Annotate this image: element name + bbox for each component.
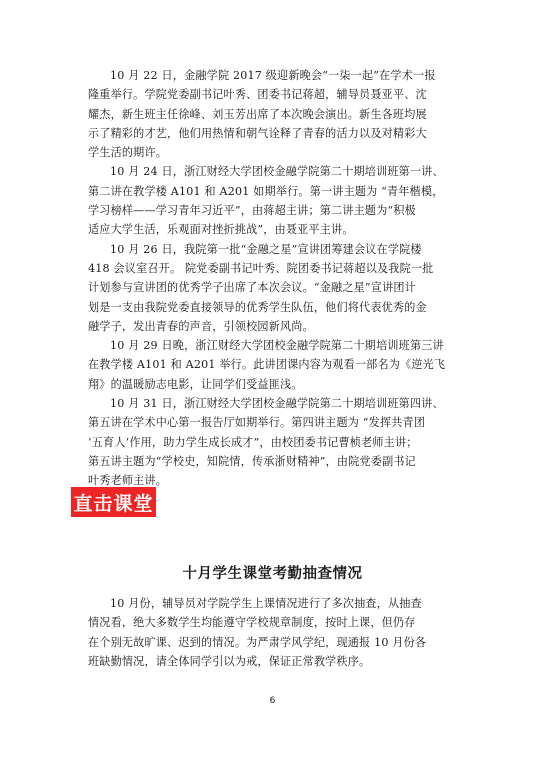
paragraph-line: 翔》的温暖励志电影，让同学们受益匪浅。 <box>88 377 303 391</box>
section-banner <box>71 487 156 517</box>
paragraph-line: 耀杰，新生班主任徐峰、刘玉芳出席了本次晚会演出。新生各班均展 <box>88 107 427 121</box>
paragraph-line: 10 月 31 日，浙江财经大学团校金融学院第二十期培训班第四讲、 <box>110 397 444 411</box>
paragraph-line: 适应大学生活，乐观面对挫折挑战”，由聂亚平主讲。 <box>88 223 354 237</box>
news-paragraph-oct31 <box>88 394 466 490</box>
paragraph-line: 第五讲主题为“学校史，知院情，传承浙财精神”，由院党委副书记 <box>88 454 416 468</box>
paragraph-line: 在个别无故旷课、迟到的情况。为严肃学风学纪，现通报 10 月份各 <box>88 635 427 649</box>
paragraph-line: 情况看，绝大多数学生均能遵守学校规章制度，按时上课，但仍存 <box>88 616 416 630</box>
section-banner-label: 直击课堂 <box>73 492 154 515</box>
paragraph-line: 计划参与宣讲团的优秀学子出席了本次会议。“金融之星”宣讲团计 <box>88 281 416 295</box>
paragraph-line: 10 月 26 日，我院第一批“金融之星”宣讲团筹建会议在学院楼 <box>110 242 422 256</box>
paragraph-line: 418 会议室召开。 院党委副书记叶秀、院团委书记蒋超以及我院一批 <box>88 261 434 275</box>
paragraph-line: 叶秀老师主讲。 <box>88 474 168 488</box>
paragraph-line: 第二讲在教学楼 A101 和 A201 如期举行。第一讲主题为 “青年楷模， <box>88 184 444 198</box>
paragraph-line: 10 月 24 日，浙江财经大学团校金融学院第二十期培训班第一讲、 <box>110 165 444 179</box>
news-paragraph-oct26 <box>88 240 466 336</box>
paragraph-line: 隆重举行。学院党委副书记叶秀、团委书记蒋超，辅导员聂亚平、沈 <box>88 88 427 102</box>
paragraph-line: 划是一支由我院党委直接领导的优秀学生队伍，他们将代表优秀的金 <box>88 300 427 314</box>
paragraph-line: 10 月份，辅导员对学院学生上课情况进行了多次抽查，从抽查 <box>110 597 422 610</box>
paragraph-line: 第五讲在学术中心第一报告厅如期举行。第四讲主题为 “发挥共青团 <box>88 416 426 430</box>
paragraph-line: ‘五育人’作用，助力学生成长成才”，由校团委书记曹桢老师主讲； <box>88 435 418 449</box>
article-title: 十月学生课堂考勤抽查情况 <box>182 566 363 582</box>
news-section <box>88 66 466 491</box>
article-body <box>88 594 466 671</box>
paragraph-line: 学习榜样——学习青年习近平”，由蒋超主讲；第二讲主题为“积极 <box>88 204 416 218</box>
news-paragraph-oct29 <box>88 336 466 394</box>
paragraph-line: 示了精彩的才艺，他们用热情和朝气诠释了青春的活力以及对精彩大 <box>88 126 427 140</box>
paragraph-line: 10 月 22 日，金融学院 2017 级迎新晚会“一柒一起”在学术一报 <box>110 69 436 82</box>
news-paragraph-oct22 <box>88 66 466 162</box>
paragraph-line: 10 月 29 日晚，浙江财经大学团校金融学院第二十期培训班第三讲 <box>110 339 444 353</box>
article-paragraph <box>88 594 466 671</box>
paragraph-line: 在教学楼 A101 和 A201 举行。此讲团课内容为观看一部名为《逆光飞 <box>88 358 446 372</box>
paragraph-line: 融学子，发出青春的声音，引领校园新风尚。 <box>88 319 314 333</box>
news-paragraph-oct24 <box>88 162 466 239</box>
paragraph-line: 学生活的期许。 <box>88 146 168 160</box>
paragraph-line: 班缺勤情况，请全体同学引以为戒，保证正常教学秩序。 <box>88 654 371 668</box>
page-number: 6 <box>269 696 276 706</box>
